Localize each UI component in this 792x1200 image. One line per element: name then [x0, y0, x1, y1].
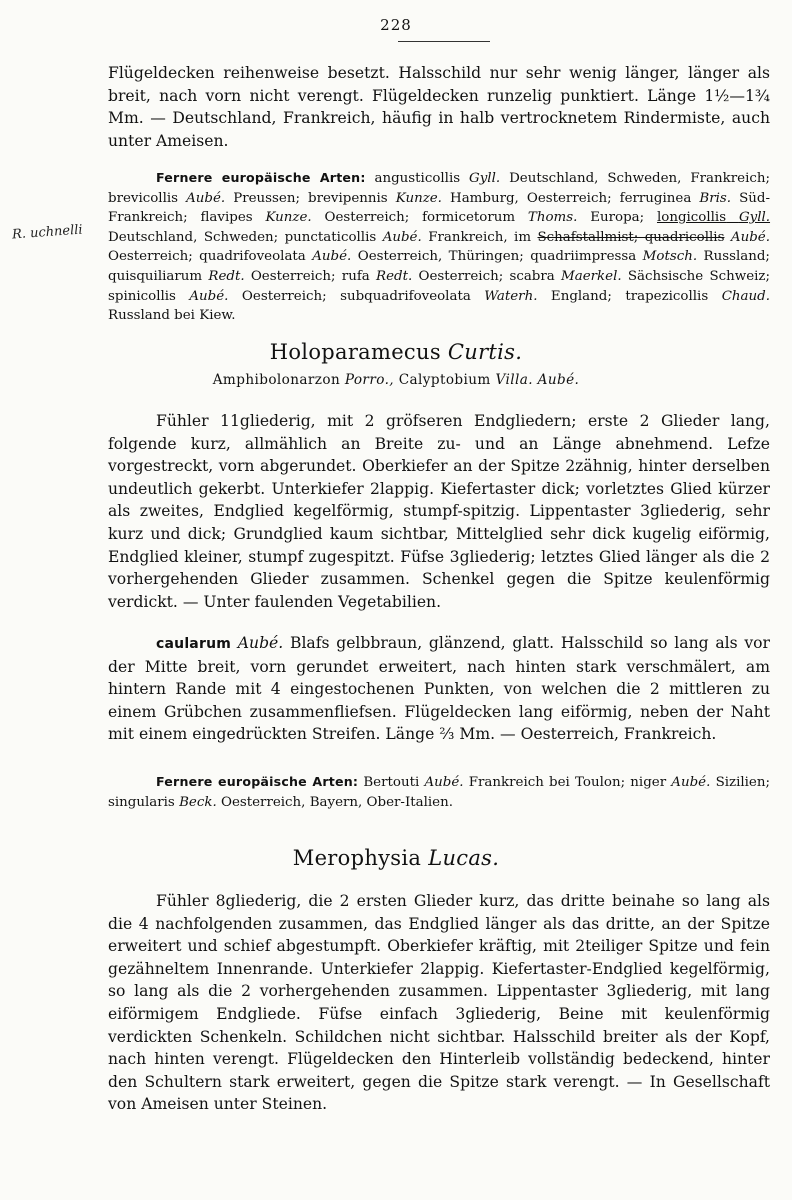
further-species-1: Fernere europäische Arten: angusticollis Gyll. Deutschland, Schweden, Frankreich; brevicollis Aubé. Preussen; brevipennis Kunze. Hamburg, Oesterreich; ferruginea Bris. Süd-Frankreich; flavipes Kunze. Oesterreich; formicetorum Thoms. Europa; longicollis Gyll. Deutschland, Schweden; punctaticollis Aubé. Frankreich, im Schafstallmist; quadricollis Aubé. Oesterreich; quadrifoveolata Aubé. Oesterreich, Thüringen; quadriimpressa Motsch. Russland; quisquiliarum Redt. Oesterreich; rufa Redt. Oesterreich; scabra Maerkel. Sächsische Schweiz; spinicollis Aubé. Oesterreich; subquadrifoveolata Waterh. England; trapezicollis Chaud. Russland bei Kiew. — [108, 170, 771, 324]
paragraph-3: Fühler 8gliederig, die 2 ersten Glieder kurz, das dritte beinahe so lang als die 4 nachfolgenden zusammen, das Endglied länger als das dritte, an der Spitze erweitert und schief abgestumpft. Oberkiefer kräftig, mit 2teiliger Spitze und fein gezähneltem Innenrande. Unterkiefer 2lappig. Kiefertaster-Endglied kegelförmig, so lang als die 2 vorhergehenden zusammen. Lippentaster 3gliederig, mit lang eiförmigem Endgliede. Füfse einfach 3gliederig, Beine mit keulenförmig verdickten Schenkeln. Schildchen nicht sichtbar. Halsschild breiter als der Kopf, nach hinten verengt. Flügeldecken den Hinterleib vollständig bedeckend, hinter den Schultern stark erweitert, gegen die Spitze stark verengt. — In Gesellschaft von Ameisen unter Steinen. — [108, 892, 770, 1114]
species-label: caularum — [156, 636, 232, 652]
struck-text: Schafstallmist; quadricollis — [537, 229, 725, 245]
paragraph-2: Fühler 11gliederig, mit 2 gröfseren Endgliedern; erste 2 Glieder lang, folgende kurz, allmählich an Breite zu- und an Länge abnehmend. Lefze vorgestreckt, vorn abgerundet. Oberkiefer an der Spitze 2zähnig, hinter derselben undeutlich gekerbt. Unterkiefer 2lappig. Kiefertaster dick; vorletztes Glied kürzer als zweites, Endglied kegelförmig, stumpf-spitzig. Lippentaster 3gliederig, sehr kurz und dick; Grundglied kaum sichtbar, Mittelglied sehr dick kugelig eiförmig, Endglied kleiner, stumpf zugespitzt. Füfse 3gliederig; letztes Glied länger als die 2 vorhergehenden Glieder zusammen. Schenkel gegen die Spitze keulenförmig verdickt. — Unter faulenden Vegetabilien. — [108, 412, 770, 611]
handwritten-margin-note: R. uchnelli — [11, 222, 84, 243]
paragraph-1: Flügeldecken reihenweise besetzt. Halsschild nur sehr wenig länger, länger als breit, nach vorn nicht verengt. Flügeldecken runzelig punktiert. Länge 1½—1¾ Mm. — Deutschland, Frankreich, häufig in halb vertrocknetem Rindermiste, auch unter Ameisen. — [108, 64, 770, 150]
species-caularum: caularum Aubé. Blafs gelbbraun, glänzend, glatt. Halsschild so lang als vor der Mitte breit, vorn gerundet erweitert, nach hinten stark verschmälert, am hintern Rande mit 4 eingestochenen Punkten, von welchen die 2 mittleren zu einem Grübchen zusammenfliefsen. Flügeldecken lang eiförmig, neben der Naht mit einem eingedrückten Streifen. Länge ⅔ Mm. — Oesterreich, Frankreich. — [108, 634, 770, 744]
paragraph-continuation — [108, 62, 770, 152]
page-number: 228 — [380, 16, 412, 34]
further-species-2: Fernere europäische Arten: Bertouti Aubé. Frankreich bei Toulon; niger Aubé. Sizilien; singularis Beck. Oesterreich, Bayern, Ober-Italien. — [108, 774, 770, 810]
genus-heading-merophysia: Merophysia Lucas. — [292, 846, 500, 870]
underlined-species: longicollis Gyll. — [656, 210, 771, 226]
genus-heading-holoparamecus: Holoparamecus Curtis. — [269, 340, 523, 364]
further-species-label: Fernere europäische Arten: — [156, 774, 359, 789]
further-species-label: Fernere europäische Arten: — [156, 170, 366, 185]
genus-synonyms: Amphibolonarzon Porro., Calyptobium Villa. Aubé. — [212, 372, 580, 388]
page-number-rule — [398, 41, 490, 42]
genus-description-1 — [108, 410, 770, 613]
genus-description-2 — [108, 890, 770, 1116]
